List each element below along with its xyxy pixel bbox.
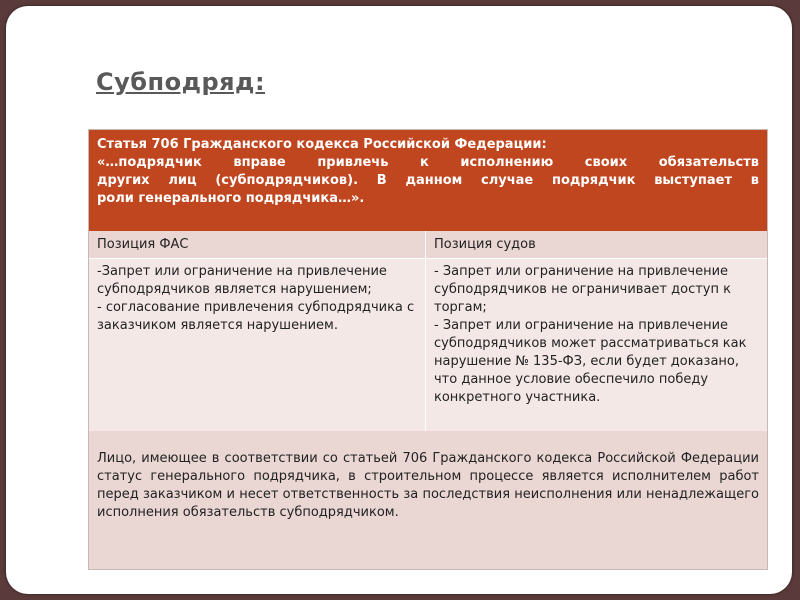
header-quote-line-2: других лиц (субподрядчиков). В данном случае подрядчик выступает в	[97, 173, 759, 188]
article-table	[88, 129, 768, 570]
table-header	[89, 130, 767, 231]
positions-row	[89, 259, 767, 431]
header-heading: Статья 706 Гражданского кодекса Российской Федерации:	[97, 137, 547, 152]
table-footer: Лицо, имеющее в соответствии со статьей 706 Гражданского кодекса Российской Федерации статус генерального подрядчика, в строительном процессе является исполнителем работ перед заказчиком и несет ответственность за последствия неисполнения или ненадлежащего исполнения обязательств субподрядчиком.	[89, 431, 767, 569]
courts-item-2: - Запрет или ограничение на привлечение субподрядчиков может рассматриваться как нарушение № 135-ФЗ, если будет доказано, что данное условие обеспечило победу конкретного участника.	[434, 318, 747, 405]
courts-item-1: - Запрет или ограничение на привлечение субподрядчиков не ограничивает доступ к торгам;	[434, 264, 731, 315]
header-quote-line-3: роли генерального подрядчика…».	[97, 191, 365, 206]
fas-item-2: - согласование привлечения субподрядчика с заказчиком является нарушением.	[97, 300, 415, 333]
column-header-fas: Позиция ФАС	[89, 231, 426, 259]
column-headers-row	[89, 231, 767, 259]
fas-position-cell	[89, 259, 426, 431]
slide	[6, 6, 792, 594]
header-quote-line-1: «…подрядчик вправе привлечь к исполнению своих обязательств	[97, 155, 759, 170]
courts-position-cell	[426, 259, 767, 431]
column-header-courts: Позиция судов	[426, 231, 767, 259]
fas-item-1: -Запрет или ограничение на привлечение субподрядчиков является нарушением;	[97, 264, 387, 297]
page-title: Субподряд:	[96, 68, 266, 96]
